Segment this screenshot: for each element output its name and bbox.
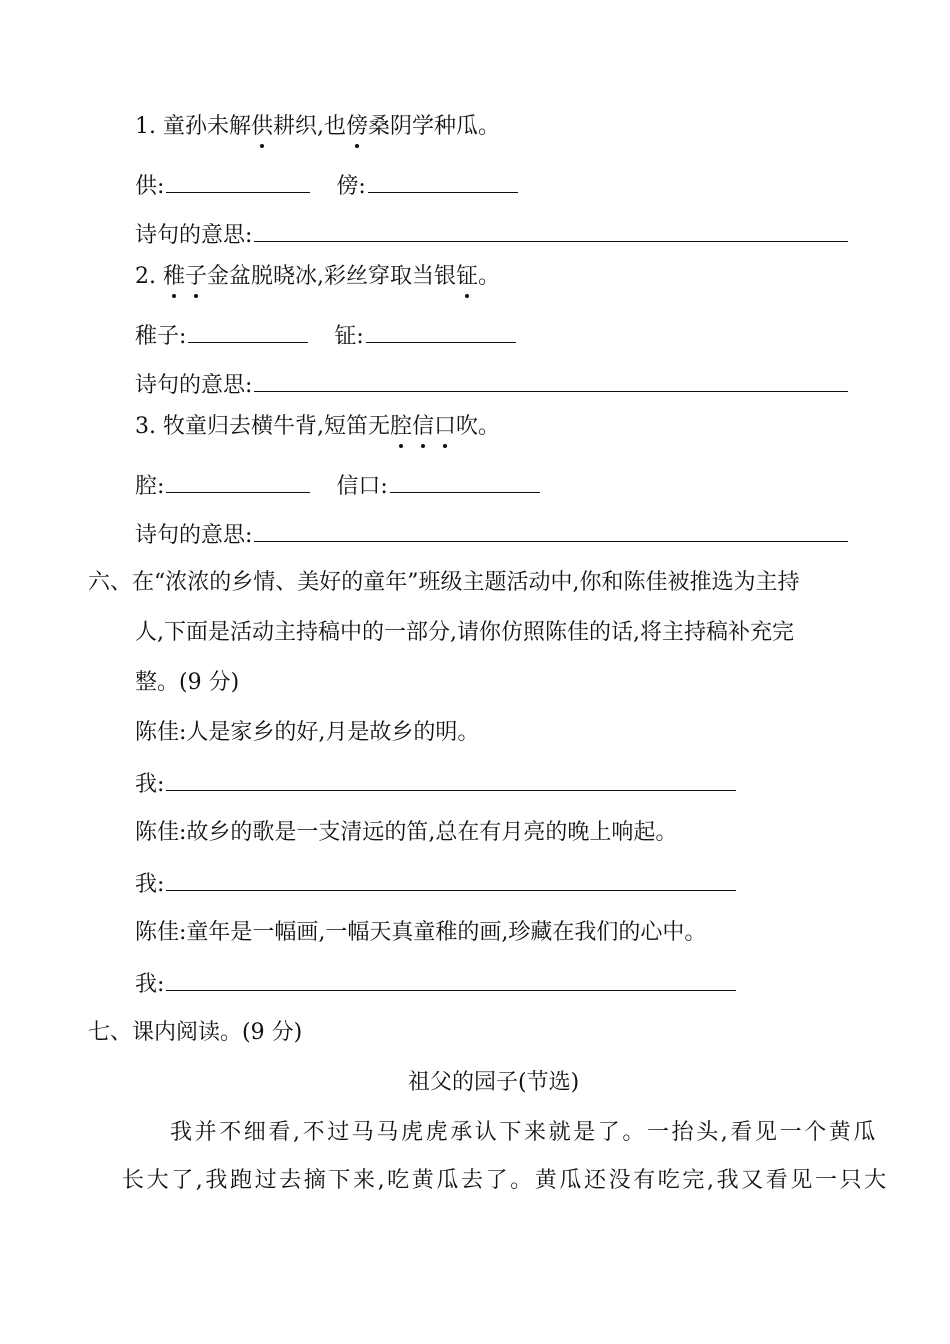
q3-meaning-answer[interactable] (254, 519, 848, 542)
emphasis-char: 稚 (163, 262, 185, 292)
q3-answer-b[interactable] (390, 470, 540, 493)
q1-word-blanks (135, 170, 518, 200)
passage-line: 长大了,我跑过去摘下来,吃黄瓜去了。黄瓜还没有吃完,我又看见一只大 (122, 1168, 889, 1193)
q2-meaning-answer[interactable] (254, 369, 848, 392)
q1-answer-a[interactable] (166, 170, 310, 193)
q1-answer-b[interactable] (368, 170, 518, 193)
emphasis-char: 钲 (456, 262, 478, 292)
chen-jia-line: 陈佳:人是家乡的好,月是故乡的明。 (135, 720, 480, 745)
q1-meaning-label: 诗句的意思: (135, 223, 253, 248)
passage-title: 祖父的园子(节选) (408, 1070, 580, 1095)
q3-poem-line: 3. 牧童归去横牛背,短笛无腔信口吹。 (135, 412, 500, 442)
emphasis-char: 口 (434, 412, 456, 442)
passage-line: 我并不细看,不过马马虎虎承认下来就是了。一抬头,看见一个黄瓜 (170, 1120, 878, 1145)
q2-label-b: 钲: (334, 324, 364, 349)
my-label: 我: (135, 772, 165, 797)
my-label: 我: (135, 972, 165, 997)
section6-instruction-line: 人,下面是活动主持稿中的一部分,请你仿照陈佳的话,将主持稿补充完 (135, 620, 794, 645)
my-answer-line[interactable] (166, 868, 736, 891)
emphasis-char: 傍 (346, 112, 368, 142)
q1-meaning-answer[interactable] (254, 219, 848, 242)
chen-jia-line: 陈佳:童年是一幅画,一幅天真童稚的画,珍藏在我们的心中。 (135, 920, 707, 945)
my-answer-row (135, 868, 736, 898)
emphasis-char: 信 (412, 412, 434, 442)
q2-poem-line: 2. 稚子金盆脱晓冰,彩丝穿取当银钲。 (135, 262, 500, 292)
q2-answer-a[interactable] (188, 320, 308, 343)
emphasis-char: 子 (185, 262, 207, 292)
section6-instruction-line: 六、在“浓浓的乡情、美好的童年”班级主题活动中,你和陈佳被推选为主持 (88, 570, 800, 595)
my-answer-row (135, 968, 736, 998)
emphasis-char: 腔 (390, 412, 412, 442)
emphasis-char: 供 (251, 112, 273, 142)
q1-label-b: 傍: (336, 174, 366, 199)
q1-poem-line: 1. 童孙未解供耕织,也傍桑阴学种瓜。 (135, 112, 500, 142)
my-answer-line[interactable] (166, 968, 736, 991)
q3-meaning-label: 诗句的意思: (135, 523, 253, 548)
q2-meaning-row (135, 369, 848, 399)
q3-answer-a[interactable] (166, 470, 310, 493)
my-label: 我: (135, 872, 165, 897)
q1-meaning-row (135, 219, 848, 249)
q1-label-a: 供: (135, 174, 165, 199)
q2-label-a: 稚子: (135, 324, 187, 349)
q2-word-blanks (135, 320, 516, 350)
q3-meaning-row (135, 519, 848, 549)
chen-jia-line: 陈佳:故乡的歌是一支清远的笛,总在有月亮的晚上响起。 (135, 820, 678, 845)
q2-meaning-label: 诗句的意思: (135, 373, 253, 398)
q3-label-a: 腔: (135, 474, 165, 499)
my-answer-line[interactable] (166, 768, 736, 791)
q3-word-blanks (135, 470, 540, 500)
q3-label-b: 信口: (336, 474, 388, 499)
q2-answer-b[interactable] (366, 320, 516, 343)
section7-heading: 七、课内阅读。(9 分) (88, 1020, 303, 1045)
my-answer-row (135, 768, 736, 798)
section6-instruction-line: 整。(9 分) (135, 670, 240, 695)
